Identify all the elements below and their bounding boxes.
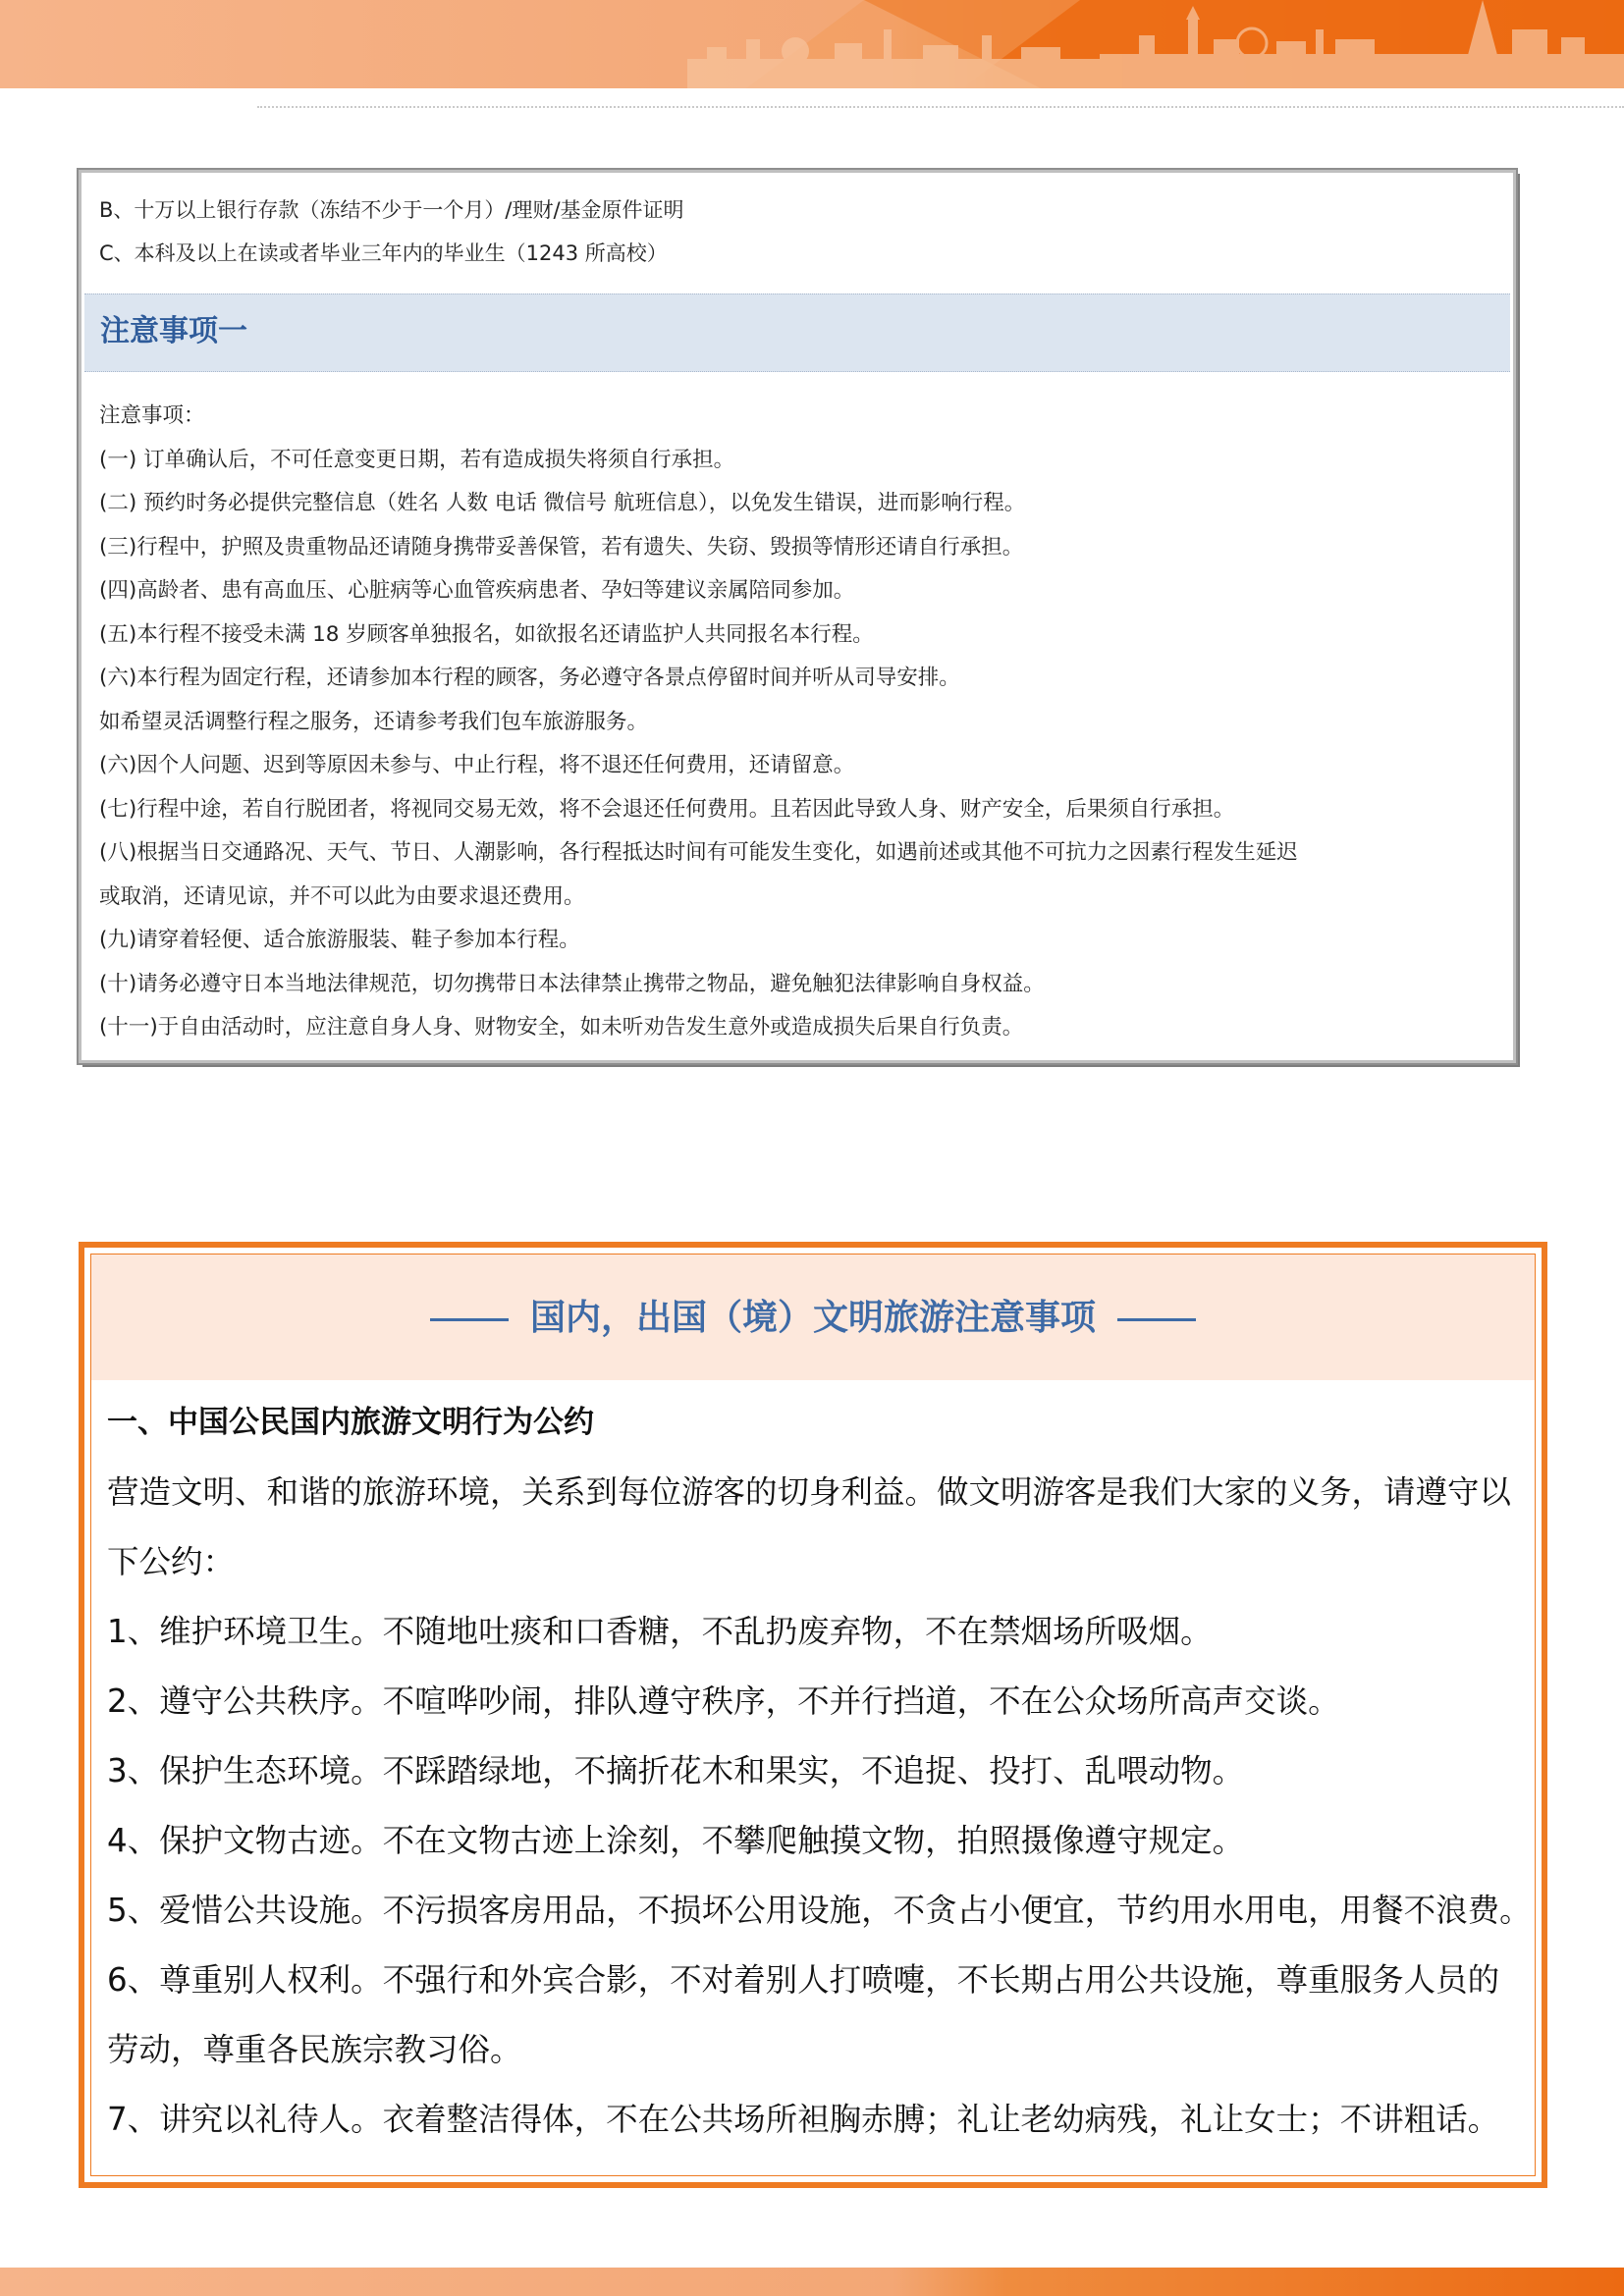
notice-line: (十一)于自由活动时，应注意自身人身、财物安全，如未听劝告发生意外或造成损失后果自行负责。 [99, 1015, 1024, 1040]
civilized-travel-subtitle: 一、中国公民国内旅游文明行为公约 [107, 1405, 594, 1440]
civilized-line: 2、遵守公共秩序。不喧哗吵闹，排队遵守秩序，不并行挡道，不在公众场所高声交谈。 [107, 1682, 1340, 1720]
notice-line: 如希望灵活调整行程之服务，还请参考我们包车旅游服务。 [99, 709, 649, 734]
city-skyline-decoration [0, 0, 1624, 88]
notice-line: (一) 订单确认后，不可任意变更日期，若有造成损失将须自行承担。 [99, 447, 735, 472]
civilized-line: 5、爱惜公共设施。不污损客房用品，不损坏公用设施，不贪占小便宜，节约用水用电，用餐不浪费。 [107, 1892, 1532, 1929]
title-dash-right [1117, 1318, 1196, 1321]
notice-line: (六)本行程为固定行程，还请参加本行程的顾客，务必遵守各景点停留时间并听从司导安排。 [99, 666, 960, 690]
civilized-line: 6、尊重别人权利。不强行和外宾合影，不对着别人打喷嚏，不长期占用公共设施，尊重服务人员的 [107, 1961, 1500, 1999]
civilized-line: 4、保护文物古迹。不在文物古迹上涂刻，不攀爬触摸文物，拍照摄像遵守规定。 [107, 1822, 1245, 1859]
civilized-line: 劳动，尊重各民族宗教习俗。 [107, 2031, 522, 2068]
title-dash-left [430, 1318, 509, 1321]
requirement-graduate: C、本科及以上在读或者毕业三年内的毕业生（1243 所高校） [99, 241, 668, 265]
notice-line: (十)请务必遵守日本当地法律规范，切勿携带日本法律禁止携带之物品，避免触犯法律影响自身权益。 [99, 971, 1045, 996]
notice-line: (八)根据当日交通路况、天气、节日、人潮影响，各行程抵达时间有可能发生变化，如遇前述或其他不可抗力之因素行程发生延迟 [99, 840, 1298, 865]
civilized-line: 3、保护生态环境。不踩踏绿地，不摘折花木和果实，不追捉、投打、乱喂动物。 [107, 1752, 1245, 1789]
notice-line: 注意事项： [99, 403, 205, 428]
notice-line: (三)行程中，护照及贵重物品还请随身携带妥善保管，若有遗失、失窃、毁损等情形还请自行承担。 [99, 534, 1024, 560]
civilized-travel-box [79, 1242, 1547, 2188]
civilized-travel-title-row [91, 1296, 1535, 1341]
notice-list [99, 395, 1503, 1050]
requirement-bank-deposit: B、十万以上银行存款（冻结不少于一个月）/理财/基金原件证明 [99, 198, 684, 222]
notice-line: (二) 预约时务必提供完整信息（姓名 人数 电话 微信号 航班信息），以免发生错误，进而影响行程。 [99, 491, 1026, 515]
header-divider [257, 106, 1624, 108]
civilized-line: 下公约： [107, 1543, 236, 1580]
civilized-line: 1、维护环境卫生。不随地吐痰和口香糖，不乱扔废弃物，不在禁烟场所吸烟。 [107, 1613, 1213, 1650]
footer-banner [0, 2268, 1624, 2296]
notice-title: 注意事项一 [100, 314, 247, 348]
notice-line: 或取消，还请见谅，并不可以此为由要求退还费用。 [99, 883, 585, 909]
notice-line: (六)因个人问题、迟到等原因未参与、中止行程，将不退还任何费用，还请留意。 [99, 753, 855, 777]
civilized-travel-inner-frame [90, 1254, 1536, 2176]
civilized-travel-header [91, 1255, 1535, 1380]
notice-line: (五)本行程不接受未满 18 岁顾客单独报名，如欲报名还请监护人共同报名本行程。 [99, 621, 874, 647]
civilized-line: 营造文明、和谐的旅游环境，关系到每位游客的切身利益。做文明游客是我们大家的义务，请遵守以 [107, 1473, 1512, 1511]
notice-box [79, 170, 1516, 1063]
notice-section-header [84, 294, 1510, 372]
notice-line: (四)高龄者、患有高血压、心脏病等心血管疾病患者、孕妇等建议亲属陪同参加。 [99, 578, 855, 603]
civilized-travel-title: 国内，出国（境）文明旅游注意事项 [529, 1298, 1096, 1338]
civilized-line: 7、讲究以礼待人。衣着整洁得体，不在公共场所袒胸赤膊；礼让老幼病残，礼让女士；不讲粗话。 [107, 2101, 1500, 2138]
notice-line: (七)行程中途，若自行脱团者，将视同交易无效，将不会退还任何费用。且若因此导致人身、财产安全，后果须自行承担。 [99, 796, 1235, 822]
notice-line: (九)请穿着轻便、适合旅游服装、鞋子参加本行程。 [99, 928, 580, 952]
